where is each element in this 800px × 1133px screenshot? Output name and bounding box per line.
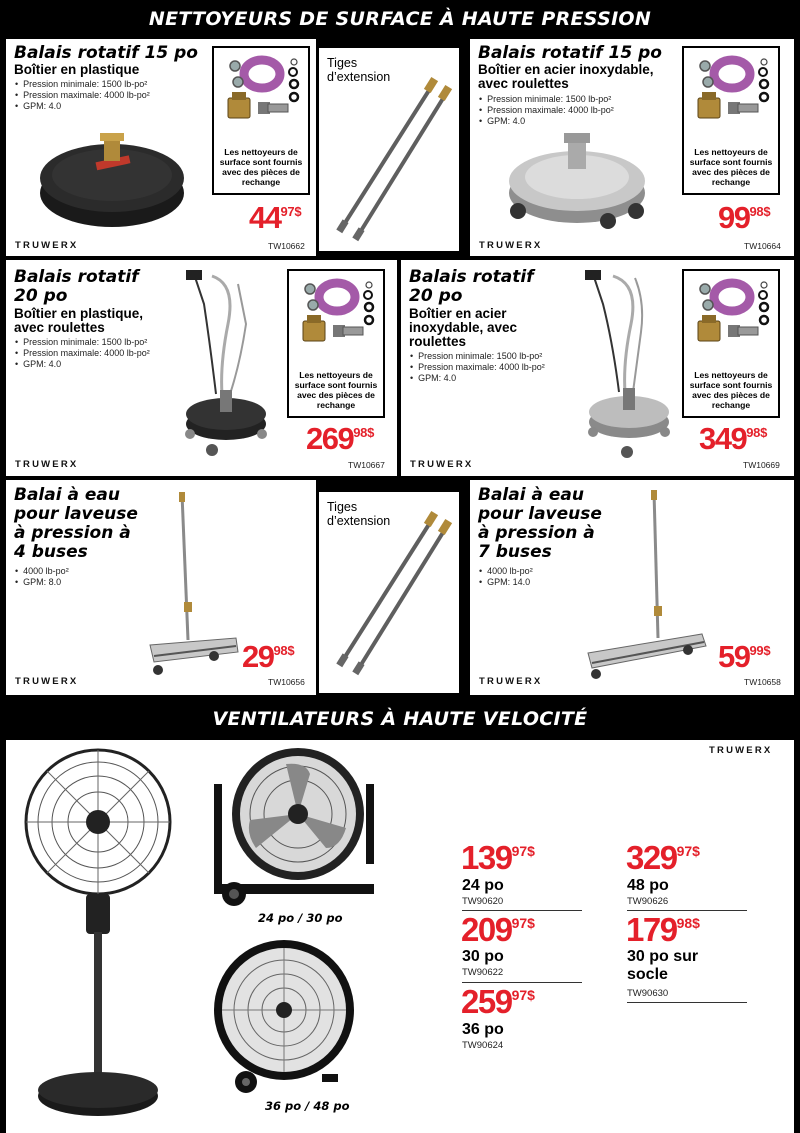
fan-price-pedestal: 17998$ (626, 911, 700, 948)
fan-price-30: 20997$ (461, 911, 535, 948)
fan-size-36: 36 po (462, 1021, 504, 1038)
product-price: $44^{97\$}$ (249, 200, 302, 235)
plastic-surface-cleaner-image (32, 123, 192, 241)
product-sku: TW10669 (743, 460, 780, 470)
fan-size-pedestal: 30 po sur socle (627, 948, 699, 983)
fan-size-30: 30 po (462, 948, 504, 965)
fan-sku-24: TW90620 (462, 896, 504, 907)
spare-parts-box (682, 269, 780, 418)
brand-logo: TRUWERX (479, 240, 543, 251)
product-price: $349^{98\$}$ (699, 421, 768, 456)
extension-rods-image (333, 76, 453, 242)
fan-price-48: 32997$ (626, 839, 700, 876)
product-sku: TW10667 (348, 460, 385, 470)
fan-caption-36-48: 36 po / 48 po (265, 1099, 350, 1113)
product-title: Balai à eau pour laveuse à pression à 4 buses (14, 485, 138, 562)
drum-fan-24-30-image (206, 744, 386, 912)
product-sku: TW10658 (744, 677, 781, 687)
product-subtitle: Boîtier en acier inoxydable, avec roulettes (409, 306, 518, 349)
product-price: $269^{98\$}$ (306, 421, 375, 456)
fan-sku-pedestal: TW90630 (627, 988, 669, 999)
brand-logo: TRUWERX (15, 459, 79, 470)
fan-price-36: 25997$ (461, 983, 535, 1020)
brand-logo: TRUWERX (15, 676, 79, 687)
section-title-fans: VENTILATEURS À HAUTE VELOCITÉ (0, 699, 800, 738)
product-title: Balai à eau pour laveuse à pression à 7 buses (478, 485, 602, 562)
fan-caption-24-30: 24 po / 30 po (258, 911, 343, 925)
brand-logo: TRUWERX (709, 745, 773, 756)
fans-section (6, 740, 794, 1133)
pedestal-fan-image (16, 744, 186, 1129)
fan-size-24: 24 po (462, 877, 504, 894)
product-title: Balais rotatif 15 po (478, 43, 662, 63)
product-subtitle: Boîtier en plastique, avec roulettes (14, 306, 144, 335)
product-title: Balais rotatif 20 po (409, 267, 534, 306)
plastic-wheeled-surface-cleaner-image (176, 264, 276, 469)
product-specs: • 4000 lb-po² • GPM: 8.0 (15, 566, 69, 588)
fan-divider (627, 1002, 747, 1003)
product-specs: • Pression minimale: 1500 lb-po² • Pression maximale: 4000 lb-po² • GPM: 4.0 (410, 351, 545, 384)
product-card-tw10664 (470, 39, 794, 256)
section-title-surface-cleaners: NETTOYEURS DE SURFACE À HAUTE PRESSION (0, 0, 800, 38)
product-subtitle: Boîtier en plastique (14, 62, 140, 77)
product-card-tw10656 (6, 480, 316, 695)
product-title: Balais rotatif 20 po (14, 267, 139, 306)
extension-rods-label: Tiges d’extension (327, 56, 391, 84)
spare-parts-box (682, 46, 780, 195)
stainless-wheeled-surface-cleaner-image (579, 262, 679, 467)
stainless-surface-cleaner-image (502, 123, 652, 233)
spare-parts-note: Les nettoyeurs de surface sont fournis avec des pièces de rechange (689, 370, 773, 410)
extension-rods-box (317, 46, 461, 253)
drum-fan-36-48-image (210, 936, 358, 1098)
product-sku: TW10656 (268, 677, 305, 687)
fan-sku-36: TW90624 (462, 1040, 504, 1051)
spare-parts-image (222, 52, 302, 124)
product-card-tw10667 (6, 260, 397, 476)
product-title: Balais rotatif 15 po (14, 43, 198, 63)
product-price: $29^{98\$}$ (242, 639, 295, 674)
spare-parts-image (297, 275, 377, 347)
spare-parts-note: Les nettoyeurs de surface sont fournis avec des pièces de rechange (219, 147, 303, 187)
product-specs: • Pression minimale: 1500 lb-po² • Pression maximale: 4000 lb-po² • GPM: 4.0 (15, 79, 150, 112)
product-card-tw10669 (401, 260, 794, 476)
product-specs: • Pression minimale: 1500 lb-po² • Pression maximale: 4000 lb-po² • GPM: 4.0 (15, 337, 150, 370)
7-nozzle-water-broom-image (584, 488, 714, 683)
product-subtitle: Boîtier en acier inoxydable, avec roulettes (478, 62, 654, 91)
spare-parts-image (692, 275, 772, 347)
spare-parts-note: Les nettoyeurs de surface sont fournis avec des pièces de rechange (689, 147, 773, 187)
fan-size-48: 48 po (627, 877, 669, 894)
product-price: $59^{99\$}$ (718, 639, 771, 674)
spare-parts-box (287, 269, 385, 418)
4-nozzle-water-broom-image (146, 490, 256, 685)
fan-sku-48: TW90626 (627, 896, 669, 907)
product-price: $99^{98\$}$ (718, 200, 771, 235)
brand-logo: TRUWERX (410, 459, 474, 470)
product-sku: TW10664 (744, 241, 781, 251)
brand-logo: TRUWERX (479, 676, 543, 687)
product-card-tw10658 (470, 480, 794, 695)
product-sku: TW10662 (268, 241, 305, 251)
spare-parts-image (692, 52, 772, 124)
extension-rods-image (333, 510, 453, 676)
extension-rods-box (317, 490, 461, 695)
product-card-tw10662 (6, 39, 316, 256)
spare-parts-box (212, 46, 310, 195)
product-specs: • Pression minimale: 1500 lb-po² • Pression maximale: 4000 lb-po² • GPM: 4.0 (479, 94, 614, 127)
brand-logo: TRUWERX (15, 240, 79, 251)
fan-price-24: 13997$ (461, 839, 535, 876)
spare-parts-note: Les nettoyeurs de surface sont fournis avec des pièces de rechange (294, 370, 378, 410)
product-specs: • 4000 lb-po² • GPM: 14.0 (479, 566, 533, 588)
fan-sku-30: TW90622 (462, 967, 504, 978)
extension-rods-label: Tiges d’extension (327, 500, 391, 528)
